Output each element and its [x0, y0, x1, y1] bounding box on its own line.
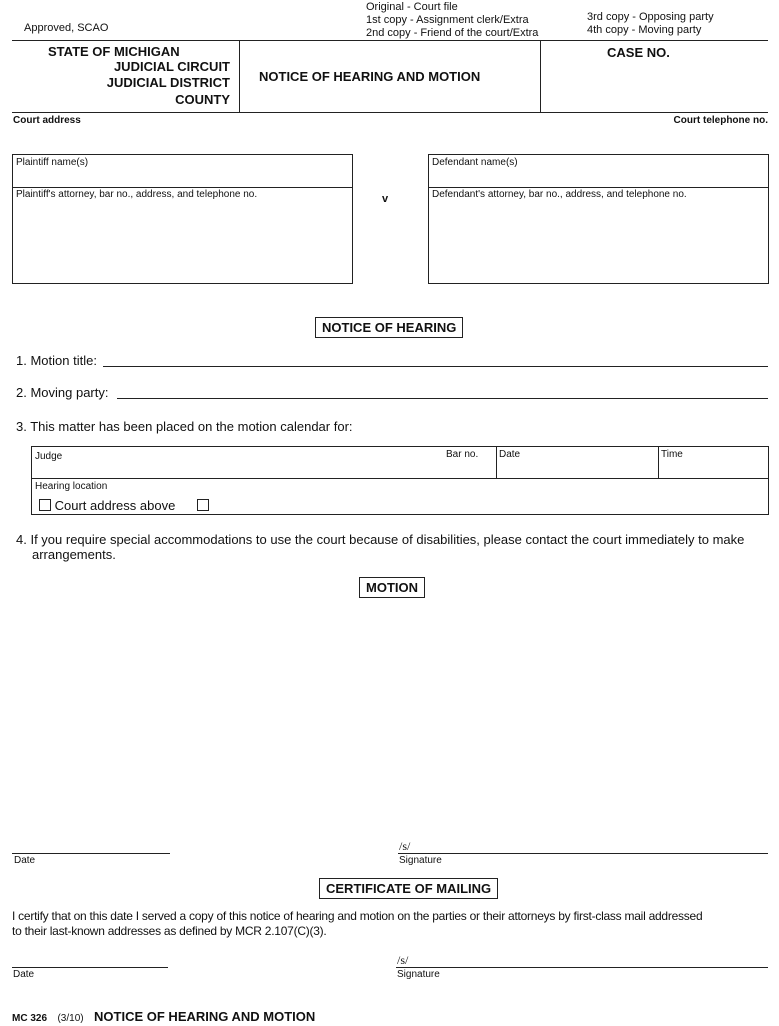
other-location-checkbox[interactable] — [197, 499, 209, 511]
motion-signature-line[interactable] — [398, 853, 768, 854]
plaintiff-name-label: Plaintiff name(s) — [16, 157, 89, 168]
footer — [12, 1008, 315, 1026]
certificate-date-label: Date — [13, 969, 35, 980]
motion-title-field[interactable] — [103, 366, 768, 367]
defendant-name-label: Defendant name(s) — [432, 157, 518, 168]
certificate-signature-label: Signature — [397, 969, 440, 980]
defendant-divider — [429, 187, 768, 188]
county-label: COUNTY — [175, 92, 230, 107]
copy-third: 3rd copy - Opposing party — [587, 11, 714, 23]
copy-first: 1st copy - Assignment clerk/Extra — [366, 14, 529, 26]
court-address-above-option[interactable] — [39, 498, 209, 513]
hearing-location-label: Hearing location — [35, 481, 108, 492]
motion-date-line[interactable] — [12, 853, 170, 854]
judge-label: Judge — [35, 451, 63, 462]
accommodations-text — [16, 532, 776, 562]
defendant-attorney-label: Defendant's attorney, bar no., address, and telephone no. — [432, 189, 687, 200]
defendant-box[interactable] — [428, 154, 769, 284]
certificate-line-1: I certify that on this date I served a copy of this notice of hearing and motion on the parties or their attorneys by first-class mail addressed — [12, 909, 703, 923]
motion-text-area[interactable] — [12, 605, 768, 835]
case-no-label: CASE NO. — [607, 45, 670, 60]
motion-date-label: Date — [14, 855, 36, 866]
district-label: JUDICIAL DISTRICT — [106, 75, 230, 90]
form-number: MC 326 — [12, 1013, 48, 1024]
bar-no-label: Bar no. — [446, 449, 479, 460]
calendar-col-time — [658, 447, 659, 478]
calendar-col-date — [496, 447, 497, 478]
header-divider-1 — [239, 40, 240, 112]
motion-heading: MOTION — [359, 577, 425, 598]
header-bottom-rule — [12, 112, 768, 113]
form-title: NOTICE OF HEARING AND MOTION — [259, 69, 481, 84]
motion-signature-label: Signature — [399, 855, 442, 866]
header-divider-2 — [540, 40, 541, 112]
certificate-line-2: to their last-known addresses as defined by MCR 2.107(C)(3). — [12, 924, 327, 938]
court-phone-label: Court telephone no. — [673, 115, 768, 126]
court-address-above-label: Court address above — [54, 498, 176, 513]
copy-second: 2nd copy - Friend of the court/Extra — [366, 27, 539, 39]
court-address-above-checkbox[interactable] — [39, 499, 51, 511]
accommodations-line-2: arrangements. — [32, 547, 116, 562]
circuit-label: JUDICIAL CIRCUIT — [113, 59, 230, 74]
moving-party-label: 2. Moving party: — [16, 385, 109, 400]
copy-distribution-right — [587, 11, 714, 37]
header-top-rule — [12, 40, 768, 41]
plaintiff-divider — [13, 187, 352, 188]
date-label: Date — [499, 449, 521, 460]
certificate-signature-mark: /s/ — [397, 953, 409, 967]
court-address-label: Court address — [13, 115, 81, 126]
approved-text: Approved, SCAO — [24, 22, 109, 34]
plaintiff-attorney-label: Plaintiff's attorney, bar no., address, and telephone no. — [16, 189, 258, 200]
state-label: STATE OF MICHIGAN — [48, 44, 180, 59]
motion-title-label: 1. Motion title: — [16, 353, 97, 368]
form-revision: (3/10) — [57, 1013, 84, 1024]
notice-of-hearing-heading: NOTICE OF HEARING — [315, 317, 463, 338]
copy-distribution-left — [366, 1, 538, 40]
certificate-date-line[interactable] — [12, 967, 168, 968]
certificate-heading: CERTIFICATE OF MAILING — [319, 878, 498, 899]
footer-title: NOTICE OF HEARING AND MOTION — [94, 1009, 316, 1024]
copy-fourth: 4th copy - Moving party — [587, 24, 702, 36]
plaintiff-box[interactable] — [12, 154, 353, 284]
time-label: Time — [661, 449, 683, 460]
versus-label: v — [382, 193, 389, 205]
moving-party-field[interactable] — [117, 398, 768, 399]
calendar-table — [31, 446, 769, 515]
copy-original: Original - Court file — [366, 1, 458, 13]
calendar-row-divider — [32, 478, 768, 479]
calendar-label: 3. This matter has been placed on the motion calendar for: — [16, 419, 353, 434]
certificate-text — [12, 909, 772, 939]
motion-signature-mark: /s/ — [399, 839, 411, 853]
accommodations-line-1: 4. If you require special accommodations to use the court because of disabilities, please contact the court immediately to make — [16, 532, 745, 547]
certificate-signature-line[interactable] — [396, 967, 768, 968]
